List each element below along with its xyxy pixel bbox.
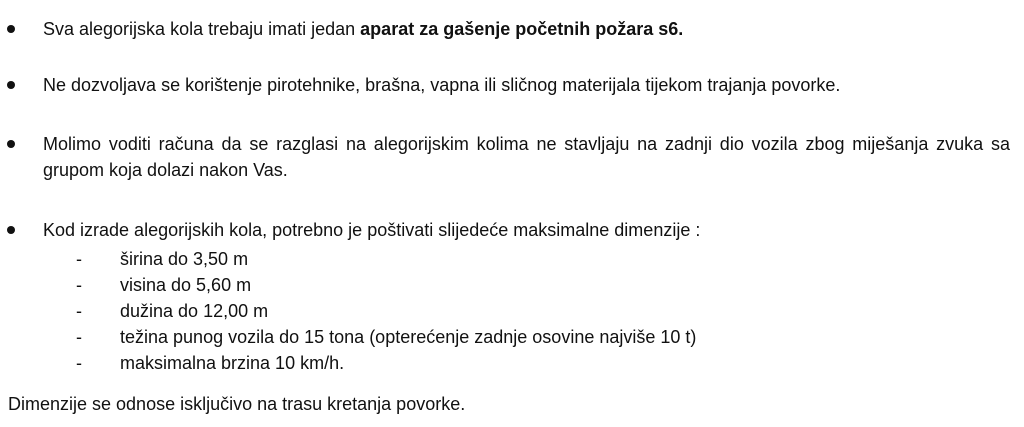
dash-marker: - — [76, 327, 82, 347]
dimension-text: težina punog vozila do 15 tona (opterećenje zadnje osovine najviše 10 t) — [120, 327, 697, 347]
list-item-text: Ne dozvoljava se korištenje pirotehnike, brašna, vapna ili sličnog materijala tijekom trajanja povorke. — [43, 75, 841, 95]
dimension-text: dužina do 12,00 m — [120, 301, 269, 321]
dash-marker: - — [76, 301, 82, 321]
list-item-text — [43, 16, 1010, 42]
bullet-icon — [7, 140, 15, 148]
dimension-row-length — [68, 298, 696, 324]
dimension-row-height — [68, 272, 696, 298]
dash-marker: - — [76, 275, 82, 295]
bullet-icon — [7, 81, 15, 89]
dimensions-list — [68, 246, 696, 376]
list-item-text: Molimo voditi računa da se razglasi na alegorijskim kolima ne stavljaju na zadnji dio vozila zbog miješanja zvuka sa grupom koja dolazi nakon Vas. — [43, 134, 1010, 180]
dimension-row-weight — [68, 324, 696, 350]
bullet-icon — [7, 226, 15, 234]
dimension-text: visina do 5,60 m — [120, 275, 252, 295]
dash-marker: - — [76, 249, 82, 269]
dimension-row-width — [68, 246, 696, 272]
dimension-text: maksimalna brzina 10 km/h. — [120, 353, 345, 373]
dash-marker: - — [76, 353, 82, 373]
footer-note: Dimenzije se odnose isključivo na trasu kretanja povorke. — [8, 394, 466, 414]
bullet-icon — [7, 25, 15, 33]
list-item-text: Kod izrade alegorijskih kola, potrebno je poštivati slijedeće maksimalne dimenzije : — [43, 220, 701, 240]
list-item-text-normal: Sva alegorijska kola trebaju imati jedan — [43, 19, 361, 39]
dimension-text: širina do 3,50 m — [120, 249, 249, 269]
list-item-text-bold: aparat za gašenje početnih požara s6. — [360, 19, 684, 39]
dimension-row-speed — [68, 350, 696, 376]
